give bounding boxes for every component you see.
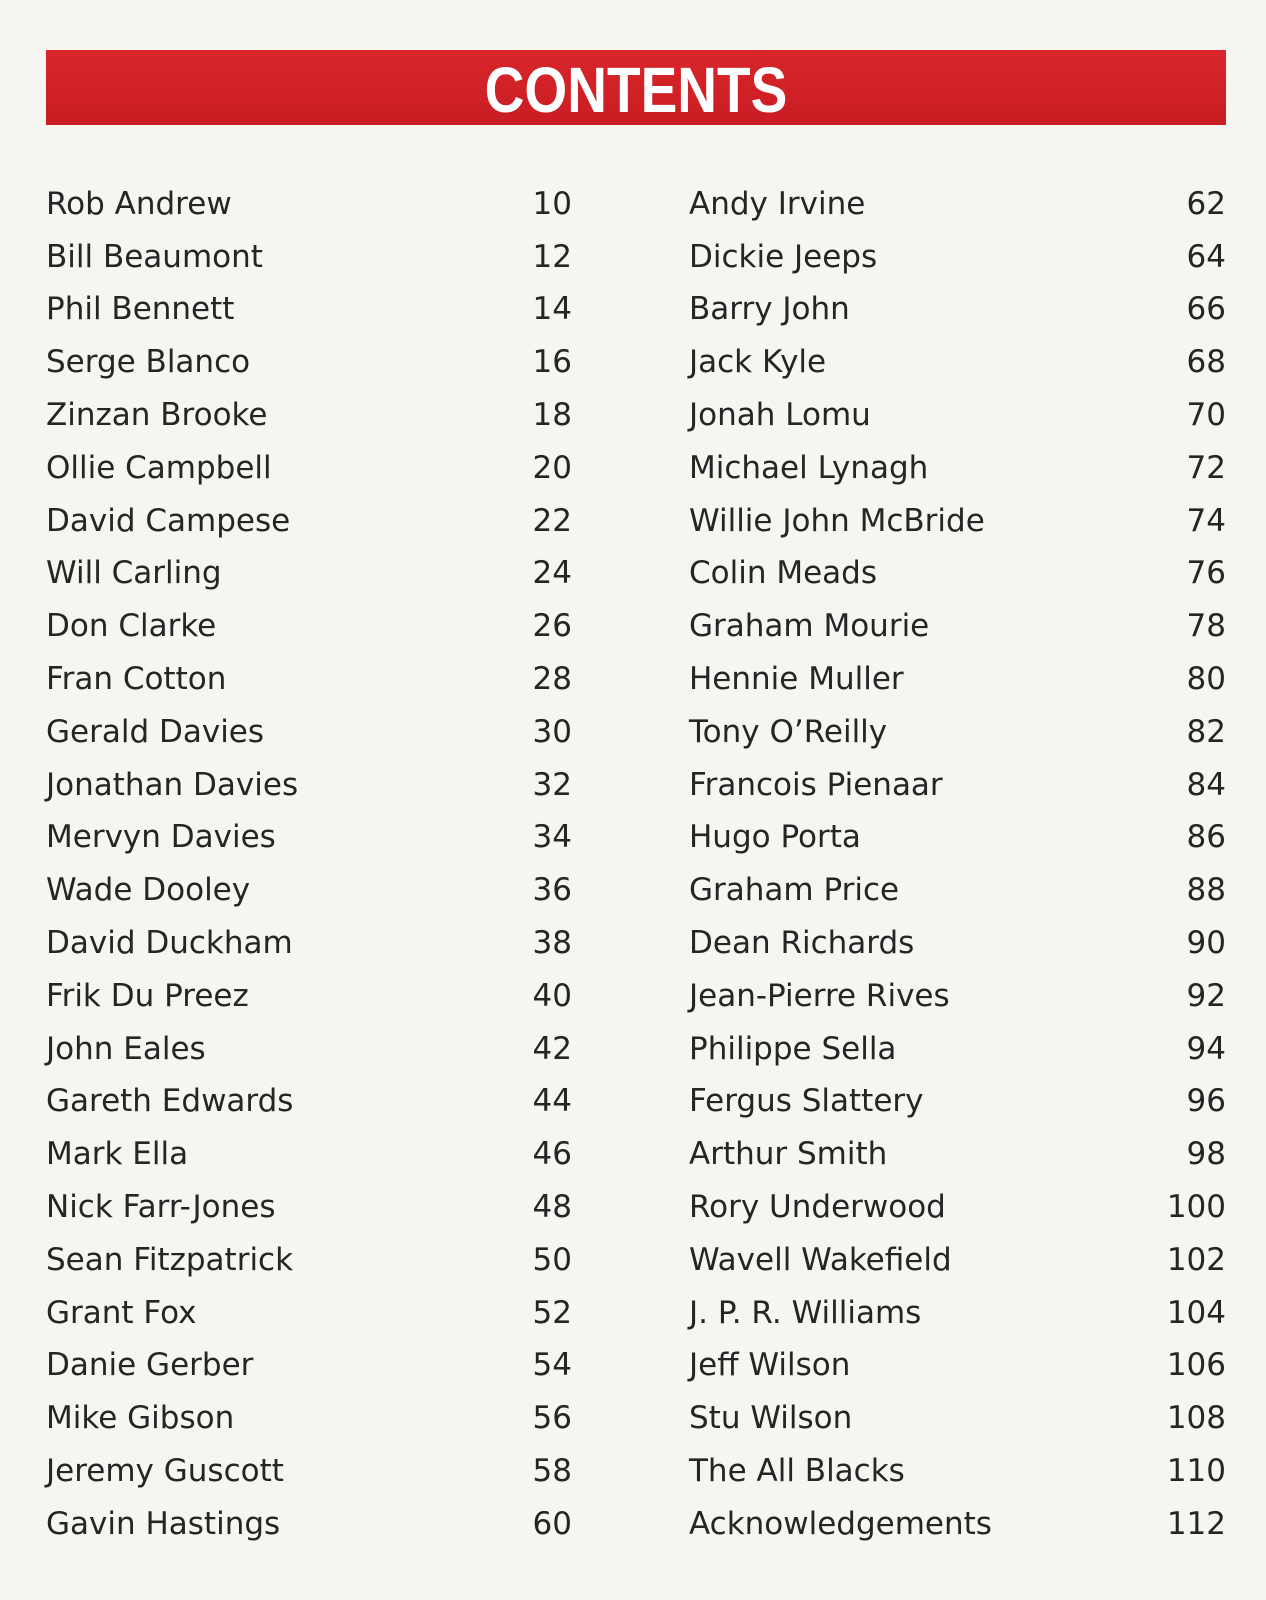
entry-page-number: 22 <box>532 502 572 539</box>
entry-name: Jonathan Davies <box>46 766 299 803</box>
contents-entry <box>689 706 1226 759</box>
entry-page-number: 62 <box>1186 185 1226 222</box>
contents-entry <box>689 1392 1226 1445</box>
contents-entry <box>689 389 1226 442</box>
entry-page-number: 72 <box>1186 449 1226 486</box>
entry-name: Jeff Wilson <box>689 1347 851 1384</box>
entry-page-number: 24 <box>532 555 572 592</box>
entry-page-number: 110 <box>1166 1453 1226 1490</box>
contents-header-bar <box>46 50 1226 125</box>
entry-page-number: 86 <box>1186 819 1226 856</box>
contents-entry <box>46 284 572 337</box>
contents-entry <box>689 1340 1226 1393</box>
entry-name: Rory Underwood <box>689 1189 946 1226</box>
entry-name: Frik Du Preez <box>46 977 249 1014</box>
contents-entry <box>689 1445 1226 1498</box>
contents-column-left <box>46 178 572 1551</box>
entry-name: Andy Irvine <box>689 185 866 222</box>
entry-name: Ollie Campbell <box>46 449 272 486</box>
contents-column-right <box>689 178 1226 1551</box>
entry-page-number: 48 <box>532 1189 572 1226</box>
contents-entry <box>46 1392 572 1445</box>
entry-name: Michael Lynagh <box>689 449 929 486</box>
entry-name: Bill Beaumont <box>46 238 263 275</box>
entry-name: Dean Richards <box>689 925 915 962</box>
entry-page-number: 112 <box>1166 1505 1226 1542</box>
entry-name: Willie John McBride <box>689 502 985 539</box>
entry-name: J. P. R. Williams <box>689 1294 922 1331</box>
contents-entry <box>46 442 572 495</box>
entry-name: John Eales <box>46 1030 206 1067</box>
entry-name: Hugo Porta <box>689 819 861 856</box>
entry-name: Graham Price <box>689 872 900 909</box>
entry-name: Grant Fox <box>46 1294 197 1331</box>
contents-entry <box>689 653 1226 706</box>
entry-page-number: 58 <box>532 1453 572 1490</box>
entry-name: Jonah Lomu <box>689 397 871 434</box>
entry-name: David Campese <box>46 502 291 539</box>
entry-page-number: 66 <box>1186 291 1226 328</box>
contents-entry <box>46 231 572 284</box>
entry-page-number: 94 <box>1186 1030 1226 1067</box>
contents-entry <box>46 970 572 1023</box>
entry-page-number: 26 <box>532 608 572 645</box>
entry-page-number: 10 <box>532 185 572 222</box>
entry-page-number: 36 <box>532 872 572 909</box>
entry-page-number: 106 <box>1166 1347 1226 1384</box>
contents-entry <box>46 1076 572 1129</box>
entry-page-number: 102 <box>1166 1241 1226 1278</box>
entry-name: Gavin Hastings <box>46 1505 281 1542</box>
entry-page-number: 92 <box>1186 977 1226 1014</box>
entry-page-number: 98 <box>1186 1136 1226 1173</box>
entry-name: Nick Farr-Jones <box>46 1189 276 1226</box>
entry-name: Mark Ella <box>46 1136 189 1173</box>
entry-name: The All Blacks <box>689 1453 905 1490</box>
entry-page-number: 100 <box>1166 1189 1226 1226</box>
contents-entry <box>46 917 572 970</box>
entry-page-number: 60 <box>532 1505 572 1542</box>
entry-page-number: 88 <box>1186 872 1226 909</box>
contents-entry <box>689 336 1226 389</box>
entry-name: Fran Cotton <box>46 661 227 698</box>
contents-entry <box>689 864 1226 917</box>
entry-page-number: 80 <box>1186 661 1226 698</box>
entry-name: Hennie Muller <box>689 661 904 698</box>
contents-entry <box>46 1023 572 1076</box>
entry-name: Sean Fitzpatrick <box>46 1241 294 1278</box>
entry-page-number: 16 <box>532 344 572 381</box>
entry-name: Don Clarke <box>46 608 217 645</box>
entry-page-number: 56 <box>532 1400 572 1437</box>
contents-entry <box>46 1498 572 1551</box>
entry-page-number: 54 <box>532 1347 572 1384</box>
entry-name: Acknowledgements <box>689 1505 992 1542</box>
contents-entry <box>689 1498 1226 1551</box>
entry-name: Arthur Smith <box>689 1136 888 1173</box>
entry-page-number: 82 <box>1186 713 1226 750</box>
entry-name: Colin Meads <box>689 555 877 592</box>
entry-page-number: 20 <box>532 449 572 486</box>
entry-page-number: 28 <box>532 661 572 698</box>
entry-name: Serge Blanco <box>46 344 251 381</box>
entry-page-number: 14 <box>532 291 572 328</box>
entry-page-number: 90 <box>1186 925 1226 962</box>
contents-entry <box>46 653 572 706</box>
entry-name: Jeremy Guscott <box>46 1453 284 1490</box>
entry-page-number: 68 <box>1186 344 1226 381</box>
entry-name: Phil Bennett <box>46 291 235 328</box>
contents-entry <box>689 1023 1226 1076</box>
page-title: CONTENTS <box>484 53 788 126</box>
entry-name: Gerald Davies <box>46 713 265 750</box>
entry-name: Wavell Wakefield <box>689 1241 952 1278</box>
entry-page-number: 52 <box>532 1294 572 1331</box>
entry-page-number: 104 <box>1166 1294 1226 1331</box>
contents-entry <box>46 1128 572 1181</box>
entry-name: Mike Gibson <box>46 1400 235 1437</box>
contents-entry <box>46 336 572 389</box>
contents-entry <box>46 864 572 917</box>
contents-entry <box>46 759 572 812</box>
contents-entry <box>46 600 572 653</box>
contents-entry <box>46 812 572 865</box>
contents-entry <box>689 548 1226 601</box>
entry-page-number: 30 <box>532 713 572 750</box>
entry-name: Dickie Jeeps <box>689 238 878 275</box>
contents-entry <box>689 178 1226 231</box>
contents-entry <box>689 917 1226 970</box>
entry-page-number: 42 <box>532 1030 572 1067</box>
contents-entry <box>46 706 572 759</box>
entry-name: Stu Wilson <box>689 1400 853 1437</box>
entry-page-number: 84 <box>1186 766 1226 803</box>
entry-page-number: 70 <box>1186 397 1226 434</box>
contents-entry <box>689 970 1226 1023</box>
entry-name: Jack Kyle <box>689 344 827 381</box>
entry-page-number: 108 <box>1166 1400 1226 1437</box>
entry-page-number: 78 <box>1186 608 1226 645</box>
entry-page-number: 32 <box>532 766 572 803</box>
entry-page-number: 64 <box>1186 238 1226 275</box>
entry-name: Fergus Slattery <box>689 1083 924 1120</box>
contents-entry <box>46 495 572 548</box>
entry-name: Rob Andrew <box>46 185 232 222</box>
contents-entry <box>689 812 1226 865</box>
entry-name: Wade Dooley <box>46 872 251 909</box>
contents-entry <box>46 1445 572 1498</box>
entry-page-number: 46 <box>532 1136 572 1173</box>
entry-page-number: 12 <box>532 238 572 275</box>
entry-page-number: 74 <box>1186 502 1226 539</box>
contents-entry <box>689 284 1226 337</box>
contents-entry <box>689 759 1226 812</box>
contents-entry <box>46 548 572 601</box>
contents-entry <box>46 1287 572 1340</box>
contents-entry <box>46 178 572 231</box>
entry-page-number: 50 <box>532 1241 572 1278</box>
entry-name: Gareth Edwards <box>46 1083 294 1120</box>
entry-page-number: 96 <box>1186 1083 1226 1120</box>
entry-page-number: 76 <box>1186 555 1226 592</box>
contents-entry <box>46 1340 572 1393</box>
entry-page-number: 34 <box>532 819 572 856</box>
entry-name: Jean-Pierre Rives <box>689 977 950 1014</box>
contents-entry <box>689 1287 1226 1340</box>
contents-entry <box>689 495 1226 548</box>
entry-name: Danie Gerber <box>46 1347 254 1384</box>
contents-entry <box>689 1234 1226 1287</box>
contents-entry <box>689 442 1226 495</box>
contents-entry <box>689 1076 1226 1129</box>
entry-name: David Duckham <box>46 925 293 962</box>
contents-entry <box>689 1128 1226 1181</box>
entry-page-number: 44 <box>532 1083 572 1120</box>
entry-name: Tony O’Reilly <box>689 713 888 750</box>
entry-name: Zinzan Brooke <box>46 397 268 434</box>
entry-name: Philippe Sella <box>689 1030 897 1067</box>
entry-name: Francois Pienaar <box>689 766 943 803</box>
contents-entry <box>689 1181 1226 1234</box>
entry-name: Barry John <box>689 291 850 328</box>
contents-entry <box>46 389 572 442</box>
contents-entry <box>689 231 1226 284</box>
entry-name: Will Carling <box>46 555 222 592</box>
entry-page-number: 38 <box>532 925 572 962</box>
contents-entry <box>689 600 1226 653</box>
entry-page-number: 18 <box>532 397 572 434</box>
entry-name: Mervyn Davies <box>46 819 276 856</box>
contents-entry <box>46 1181 572 1234</box>
entry-name: Graham Mourie <box>689 608 930 645</box>
contents-entry <box>46 1234 572 1287</box>
entry-page-number: 40 <box>532 977 572 1014</box>
